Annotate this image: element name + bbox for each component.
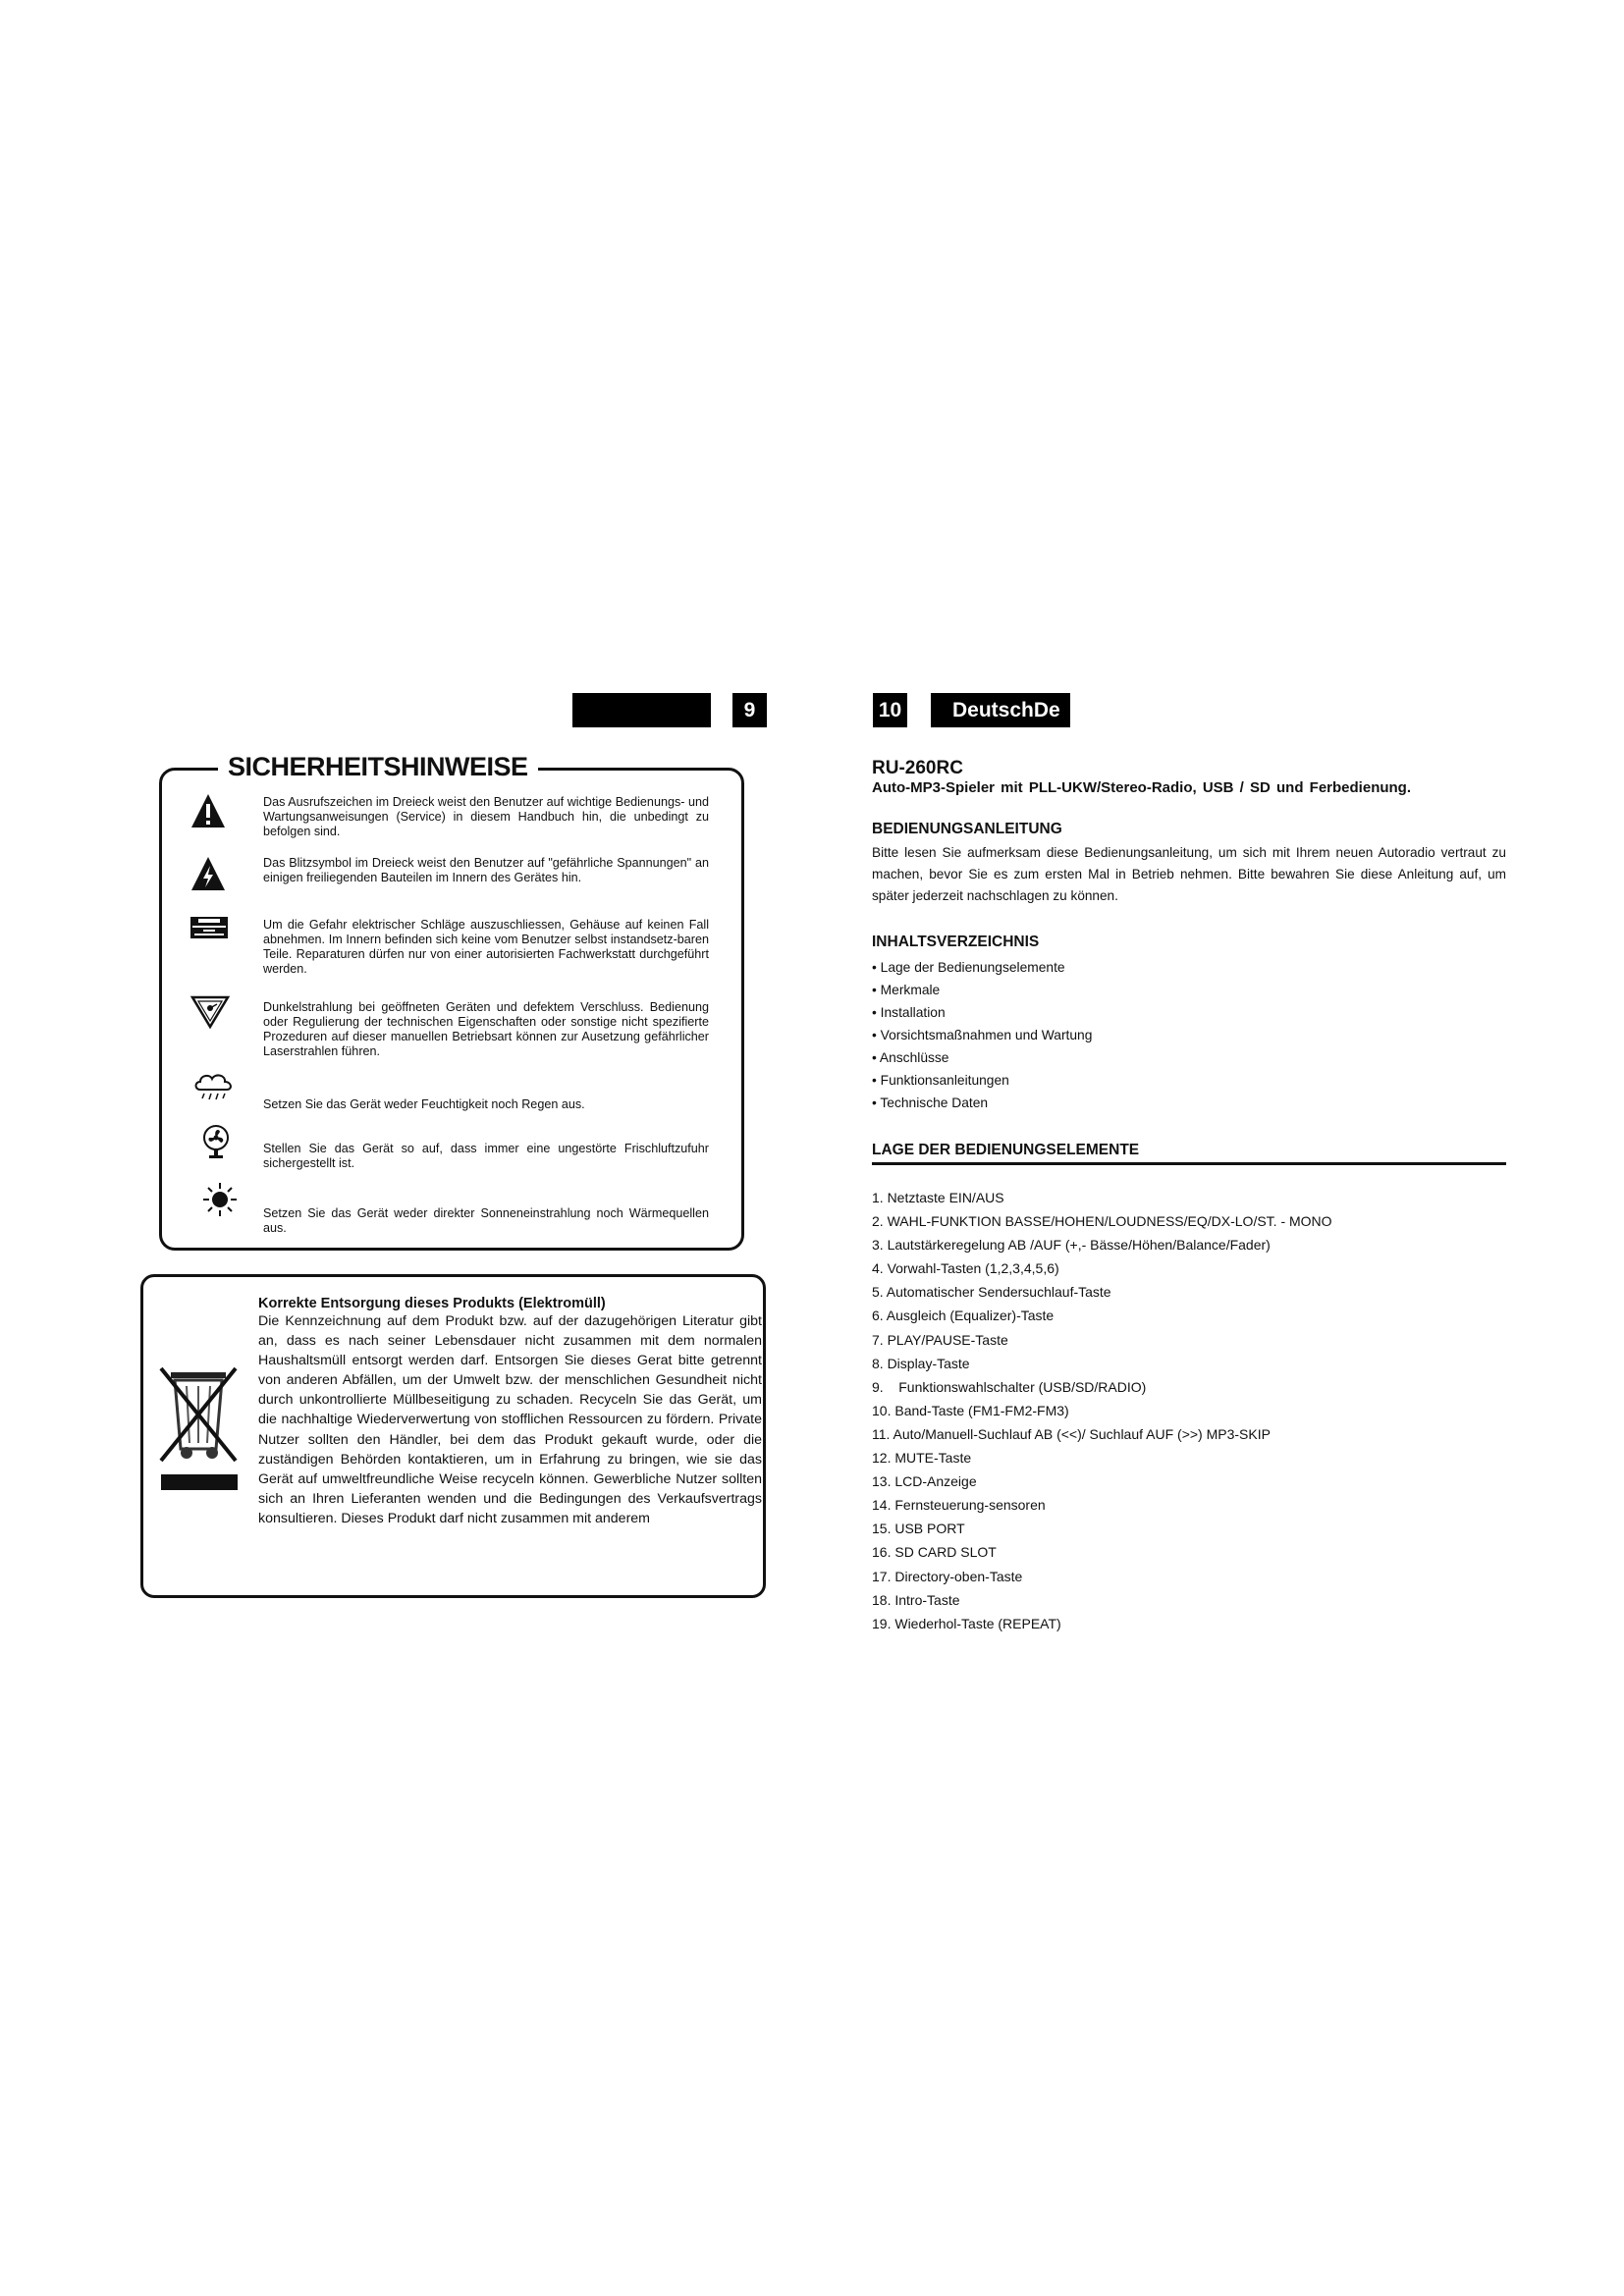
disposal-body: Die Kennzeichnung auf dem Produkt bzw. auf der dazugehörigen Literatur gibt an, dass es nach seiner Lebensdauer nicht zusammen mit dem normalen Haushaltsmüll entsorgt werden darf. Entsorgen Sie dieses Gerat bitte getrennt von anderen Abfällen, um der Umwelt bzw. der menschlichen Gesundheit nicht durch unkontrollierte Müllbeseitigung zu schaden. Recyceln Sie das Gerät, um die nachhaltige Wiederverwertung von stofflichen Ressourcen zu fördern. Private Nutzer sollten den Händler, bei dem das Produkt gekauft wurde, oder die zuständigen Behörden kontaktieren, um in Erfahrung zu bringen, wie sie das Gerät auf umweltfreundliche Weise recyceln können. Gewerbliche Nutzer sollten sich an Ihren Lieferanten wenden und die Bedingungen des Verkaufsvertrags konsultieren. Dieses Produkt darf nicht zusammen mit anderem bbox=[258, 1313, 762, 1526]
page-number-right: 10 bbox=[873, 693, 907, 727]
control-item: 5. Automatischer Sendersuchlauf-Taste bbox=[872, 1284, 1111, 1301]
toc-list bbox=[872, 956, 1092, 1114]
exclamation-triangle-icon bbox=[190, 793, 226, 828]
fan-icon bbox=[201, 1124, 231, 1159]
control-item: 18. Intro-Taste bbox=[872, 1591, 960, 1608]
control-item: 15. USB PORT bbox=[872, 1521, 965, 1537]
control-item: 9. Funktionswahlschalter (USB/SD/RADIO) bbox=[872, 1378, 1147, 1395]
safety-title: SICHERHEITSHINWEISE bbox=[218, 752, 538, 782]
control-item: 3. Lautstärkeregelung AB /AUF (+,- Bässe/Höhen/Balance/Fader) bbox=[872, 1237, 1271, 1254]
control-item: 2. WAHL-FUNKTION BASSE/HOHEN/LOUDNESS/EQ/DX-LO/ST. - MONO bbox=[872, 1213, 1332, 1230]
caution-label-icon bbox=[190, 917, 228, 938]
control-item: 16. SD CARD SLOT bbox=[872, 1544, 997, 1561]
toc-item: • Lage der Bedienungselemente bbox=[872, 960, 1065, 975]
controls-list bbox=[872, 1186, 1332, 1635]
toc-item: • Technische Daten bbox=[872, 1095, 989, 1110]
toc-item: • Merkmale bbox=[872, 983, 941, 997]
control-item: 10. Band-Taste (FM1-FM2-FM3) bbox=[872, 1402, 1069, 1418]
lage-heading: LAGE DER BEDIENUNGSELEMENTE bbox=[872, 1142, 1140, 1158]
rain-cloud-icon bbox=[192, 1072, 236, 1105]
safety-text-sun: Setzen Sie das Gerät weder direkter Sonneneinstrahlung noch Wärmequellen aus. bbox=[263, 1206, 709, 1235]
toc-item: • Anschlüsse bbox=[872, 1050, 949, 1065]
page-number-left: 9 bbox=[732, 693, 767, 727]
header-tab-left bbox=[572, 693, 711, 727]
crossed-out-bin-icon bbox=[157, 1364, 242, 1494]
safety-text-fan: Stellen Sie das Gerät so auf, dass immer eine ungestörte Frischluftzufuhr sichergestellt ist. bbox=[263, 1142, 709, 1170]
control-item: 1. Netztaste EIN/AUS bbox=[872, 1190, 1004, 1205]
language-tab: DeutschDe bbox=[931, 693, 1070, 727]
toc-heading: INHALTSVERZEICHNIS bbox=[872, 934, 1040, 950]
sun-icon bbox=[202, 1182, 238, 1217]
intro-paragraph: Bitte lesen Sie aufmerksam diese Bedienungsanleitung, um sich mit Ihrem neuen Autoradio vertraut zu machen, bevor Sie es zum ersten Mal in Betrieb nehmen. Bitte bewahren Sie diese Anleitung auf, um später jederzeit nachschlagen zu können. bbox=[872, 845, 1506, 903]
control-item: 4. Vorwahl-Tasten (1,2,3,4,5,6) bbox=[872, 1260, 1059, 1277]
lage-heading-rule bbox=[872, 1162, 1506, 1165]
laser-triangle-icon bbox=[190, 995, 230, 1029]
toc-item: • Funktionsanleitungen bbox=[872, 1073, 1009, 1088]
toc-item: • Installation bbox=[872, 1005, 946, 1020]
lightning-triangle-icon bbox=[190, 856, 226, 891]
toc-item: • Vorsichtsmaßnahmen und Wartung bbox=[872, 1028, 1093, 1042]
control-item: 11. Auto/Manuell-Suchlauf AB (<<)/ Suchlauf AUF (>>) MP3-SKIP bbox=[872, 1425, 1271, 1442]
safety-text-laser: Dunkelstrahlung bei geöffneten Geräten und defektem Verschluss. Bedienung oder Regulierung der technischen Eigenschaften oder sonstige nicht spezifierte Prozeduren auf dieser manuellen Betriebsart können zur Ausetzung gefährlicher Laserstrahlen führen. bbox=[263, 1000, 709, 1058]
product-subtitle: Auto-MP3-Spieler mit PLL-UKW/Stereo-Radio, USB / SD und Ferbedienung. bbox=[872, 779, 1412, 796]
control-item: 19. Wiederhol-Taste (REPEAT) bbox=[872, 1615, 1061, 1631]
control-item: 14. Fernsteuerung-sensoren bbox=[872, 1497, 1046, 1514]
control-item: 7. PLAY/PAUSE-Taste bbox=[872, 1331, 1008, 1348]
control-item: 6. Ausgleich (Equalizer)-Taste bbox=[872, 1308, 1055, 1324]
control-item: 8. Display-Taste bbox=[872, 1355, 970, 1371]
control-item: 17. Directory-oben-Taste bbox=[872, 1568, 1023, 1584]
bedienung-heading: BEDIENUNGSANLEITUNG bbox=[872, 821, 1062, 837]
safety-text-exclamation: Das Ausrufszeichen im Dreieck weist den Benutzer auf wichtige Bedienungs- und Wartungsanweisungen (Service) in diesem Handbuch hin, die unbedingt zu befolgen sind. bbox=[263, 795, 709, 838]
control-item: 12. MUTE-Taste bbox=[872, 1450, 972, 1467]
control-item: 13. LCD-Anzeige bbox=[872, 1473, 977, 1490]
disposal-heading: Korrekte Entsorgung dieses Produkts (Elektromüll) bbox=[258, 1296, 606, 1311]
safety-text-lightning: Das Blitzsymbol im Dreieck weist den Benutzer auf "gefährliche Spannungen" an einigen freiliegenden Bauteilen im Innern des Gerätes hin. bbox=[263, 856, 709, 884]
model-number: RU-260RC bbox=[872, 758, 963, 778]
safety-text-rain: Setzen Sie das Gerät weder Feuchtigkeit noch Regen aus. bbox=[263, 1097, 585, 1111]
safety-text-caution: Um die Gefahr elektrischer Schläge auszuschliessen, Gehäuse auf keinen Fall abnehmen. Im Innern befinden sich keine vom Benutzer selbst instandsetz-baren Teile. Reparaturen dürfen nur von einer autorisierten Fachwerkstatt durchgeführt werden. bbox=[263, 918, 709, 976]
